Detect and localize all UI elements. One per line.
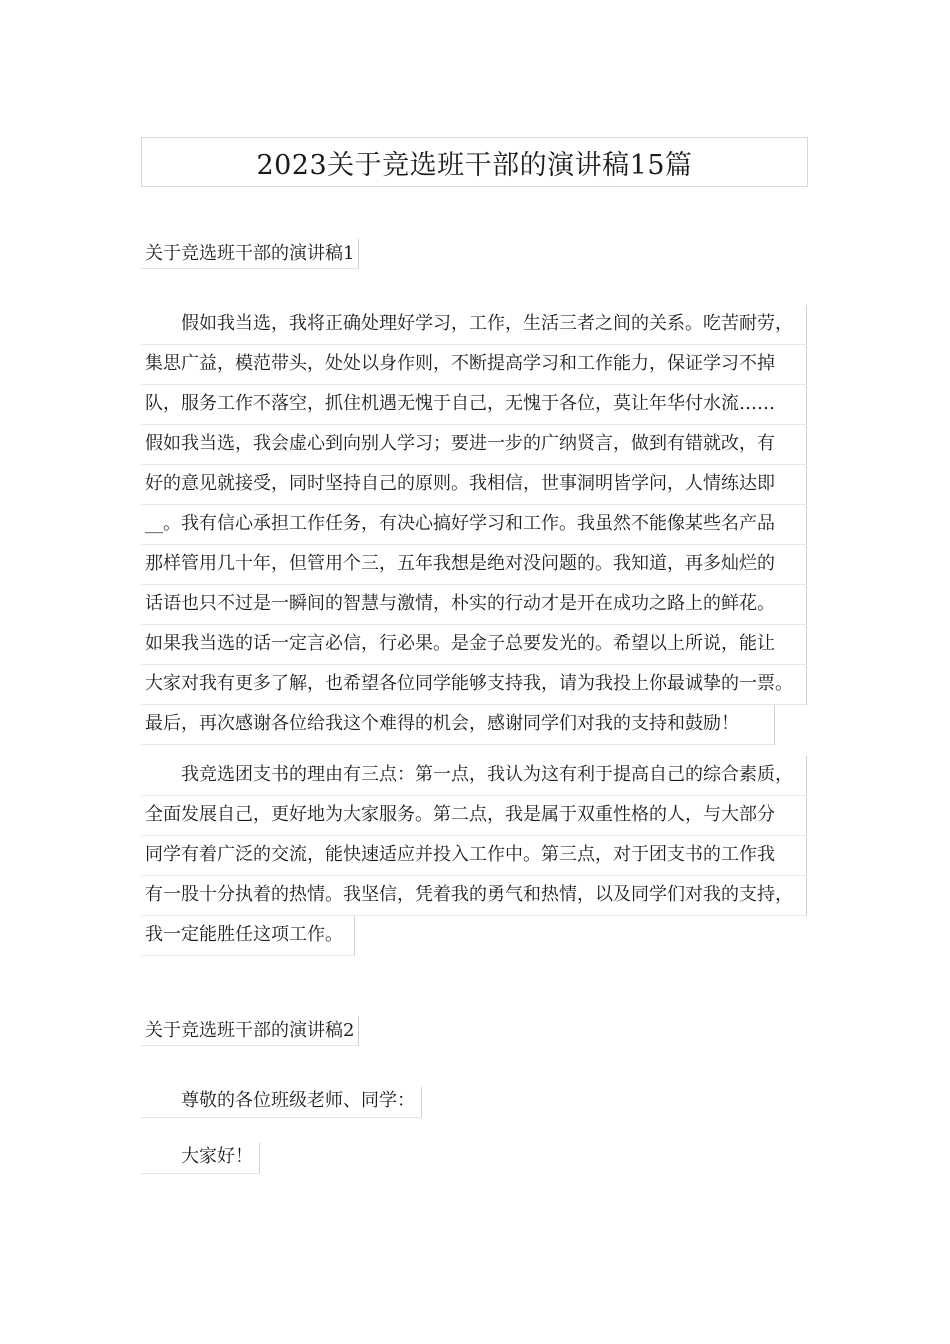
paragraph-line: 集思广益，模范带头，处处以身作则，不断提高学习和工作能力，保证学习不掉: [141, 345, 807, 385]
paragraph-line: 那样管用几十年，但管用个三，五年我想是绝对没问题的。我知道，再多灿烂的: [141, 545, 807, 585]
salutation-line: 大家好！: [141, 1143, 260, 1174]
paragraph-line: 我一定能胜任这项工作。: [141, 916, 355, 956]
paragraph-line: 如果我当选的话一定言必信，行必果。是金子总要发光的。希望以上所说，能让: [141, 625, 807, 665]
paragraph-line: 假如我当选，我会虚心到向别人学习；要进一步的广纳贤言，做到有错就改，有: [141, 425, 807, 465]
paragraph-line: 有一股十分执着的热情。我坚信，凭着我的勇气和热情，以及同学们对我的支持，: [141, 876, 807, 916]
paragraph-line: 好的意见就接受，同时坚持自己的原则。我相信，世事洞明皆学问，人情练达即: [141, 465, 807, 505]
paragraph-line: 全面发展自己，更好地为大家服务。第二点，我是属于双重性格的人，与大部分: [141, 796, 807, 836]
section-heading-1: 关于竞选班干部的演讲稿1: [141, 239, 359, 269]
paragraph-line: 队，服务工作不落空，抓住机遇无愧于自己，无愧于各位，莫让年华付水流……: [141, 385, 807, 425]
paragraph-line: 最后，再次感谢各位给我这个难得的机会，感谢同学们对我的支持和鼓励！: [141, 705, 775, 745]
document-title: 2023关于竞选班干部的演讲稿15篇: [141, 137, 808, 187]
paragraph-line: 同学有着广泛的交流，能快速适应并投入工作中。第三点，对于团支书的工作我: [141, 836, 807, 876]
paragraph-2: [141, 756, 807, 956]
paragraph-line: 我竞选团支书的理由有三点：第一点，我认为这有利于提高自己的综合素质，: [141, 756, 807, 796]
paragraph-line: __。我有信心承担工作任务，有决心搞好学习和工作。我虽然不能像某些名产品: [141, 505, 807, 545]
greeting-line: 尊敬的各位班级老师、同学：: [141, 1087, 422, 1118]
paragraph-line: 大家对我有更多了解，也希望各位同学能够支持我，请为我投上你最诚挚的一票。: [141, 665, 807, 705]
paragraph-line: 假如我当选，我将正确处理好学习，工作，生活三者之间的关系。吃苦耐劳，: [141, 305, 807, 345]
paragraph-line: 话语也只不过是一瞬间的智慧与激情，朴实的行动才是开在成功之路上的鲜花。: [141, 585, 807, 625]
section-heading-2: 关于竞选班干部的演讲稿2: [141, 1016, 359, 1046]
paragraph-1: [141, 305, 807, 745]
